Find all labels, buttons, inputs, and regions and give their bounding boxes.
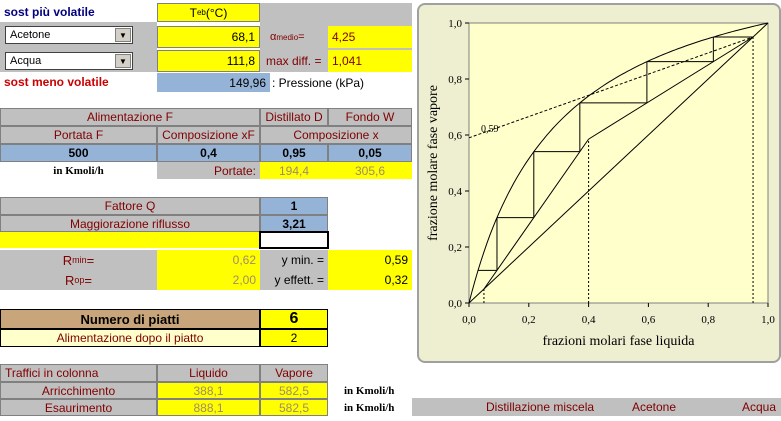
xw-value[interactable]: 0,05	[328, 144, 412, 162]
maggiorazione-label: Maggiorazione riflusso	[0, 215, 260, 232]
x-tick-label: 1,0	[761, 314, 775, 326]
footer-comp2: Acqua	[742, 400, 777, 414]
yeff-value: 0,32	[328, 270, 412, 290]
portate-label: Portate:	[157, 162, 260, 179]
comp2-name: Acqua	[10, 55, 42, 67]
xd-value[interactable]: 0,95	[260, 144, 328, 162]
x-tick-label: 0,4	[581, 314, 596, 326]
w-flow: 305,6	[328, 162, 412, 179]
d-flow: 194,4	[260, 162, 328, 179]
y-axis-label: frazione molare fase vapore	[426, 85, 441, 241]
traffici-title: Traffici in colonna	[0, 364, 157, 382]
y-tick-label: 0,4	[448, 186, 462, 198]
alpha-value: 4,25	[328, 26, 412, 48]
arricchimento-vapore: 582,5	[260, 382, 328, 399]
liquido-header: Liquido	[157, 364, 260, 382]
ymin-label: y min. =	[281, 253, 324, 267]
distillato-header: Distillato D	[260, 108, 328, 126]
alpha-sub: medio	[276, 32, 299, 42]
more-volatile-label: sost più volatile	[4, 5, 95, 19]
min-reflux-label: 0,59	[480, 124, 499, 136]
xf-value[interactable]: 0,4	[157, 144, 260, 162]
teb-sub: eb	[196, 8, 206, 17]
pressure-text: Pressione (kPa)	[278, 75, 365, 90]
x-tick-label: 0,0	[462, 314, 476, 326]
rop-eq: =	[84, 272, 92, 288]
maxdiff-value: 1,041	[328, 50, 412, 72]
alpha-eq: =	[298, 31, 305, 43]
x-tick-label: 0,8	[701, 314, 716, 326]
arricchimento-liquido: 388,1	[157, 382, 260, 399]
rmin-label	[0, 250, 157, 270]
esaurimento-liquido: 888,1	[157, 399, 260, 416]
y-tick-label: 0,8	[448, 74, 462, 86]
esaurimento-label: Esaurimento	[0, 399, 157, 416]
y-tick-label: 0,0	[448, 298, 462, 310]
alpha-symbol: α	[270, 31, 277, 43]
rop-value: 2,00	[157, 270, 260, 290]
maxdiff-label: max diff. =	[266, 54, 322, 68]
comp1-select[interactable]	[5, 26, 133, 44]
rmin-sub: min	[72, 255, 87, 265]
portata-header: Portata F	[0, 126, 157, 144]
comp2-select[interactable]	[5, 52, 133, 70]
selected-cell[interactable]	[259, 231, 329, 249]
teb-header	[157, 3, 260, 22]
chevron-down-icon[interactable]: ▼	[115, 54, 131, 68]
fondo-header: Fondo W	[328, 108, 412, 126]
alimentazione-header: Alimentazione F	[0, 108, 260, 126]
fattore-q-value[interactable]: 1	[260, 197, 328, 215]
composizione-f-header: Composizione xF	[157, 126, 260, 144]
chevron-down-icon[interactable]: ▼	[115, 28, 131, 42]
x-axis-label: frazioni molari fase liquida	[542, 334, 695, 349]
yeff-label: y effett. =	[274, 273, 324, 287]
numero-piatti-label: Numero di piatti	[0, 309, 260, 329]
ymin-value: 0,59	[328, 250, 412, 270]
numero-piatti-value: 6	[260, 309, 328, 329]
less-volatile-label: sost meno volatile	[4, 75, 109, 89]
footer-comp1: Acetone	[632, 400, 677, 414]
teb-unit: (°C)	[205, 5, 228, 20]
rop-sub: op	[74, 275, 85, 285]
footer-title: Distillazione miscela	[486, 400, 595, 414]
header-gray-fill	[260, 3, 412, 22]
rop-symbol: R	[65, 272, 75, 288]
teb-label: T	[189, 5, 197, 20]
mccabe-thiele-chart	[417, 3, 781, 363]
x-tick-label: 0,6	[641, 314, 656, 326]
vapore-header: Vapore	[260, 364, 328, 382]
maggiorazione-value[interactable]: 3,21	[260, 215, 328, 232]
alpha-label	[266, 26, 328, 48]
yellow-empty-row	[0, 232, 260, 248]
rmin-symbol: R	[62, 252, 73, 268]
less-volatile-value: 149,96	[157, 73, 270, 92]
x-tick-label: 0,2	[521, 314, 536, 326]
alimentazione-piatto-label: Alimentazione dopo il piatto	[0, 329, 260, 347]
comp1-name: Acetone	[10, 29, 51, 41]
y-tick-label: 0,2	[448, 242, 462, 254]
traffic-units-1: in Kmoli/h	[344, 384, 395, 397]
portata-value[interactable]: 500	[0, 144, 157, 162]
fattore-q-label: Fattore Q	[0, 197, 260, 215]
alimentazione-piatto-value: 2	[260, 329, 328, 347]
traffic-units-2: in Kmoli/h	[344, 401, 395, 414]
rmin-eq: =	[86, 252, 95, 268]
feed-units: in Kmoli/h	[53, 164, 104, 177]
arricchimento-label: Arricchimento	[0, 382, 157, 399]
comp2-teb: 111,8	[157, 50, 260, 72]
y-tick-label: 1,0	[448, 18, 462, 30]
pressure-colon: :	[272, 75, 279, 90]
rmin-value: 0,62	[157, 250, 260, 270]
y-tick-label: 0,6	[448, 130, 462, 142]
rop-label	[0, 270, 157, 290]
comp1-teb: 68,1	[157, 26, 260, 48]
esaurimento-vapore: 582,5	[260, 399, 328, 416]
pressure-label	[268, 73, 412, 92]
composizione-x-header: Composizione x	[260, 126, 412, 144]
